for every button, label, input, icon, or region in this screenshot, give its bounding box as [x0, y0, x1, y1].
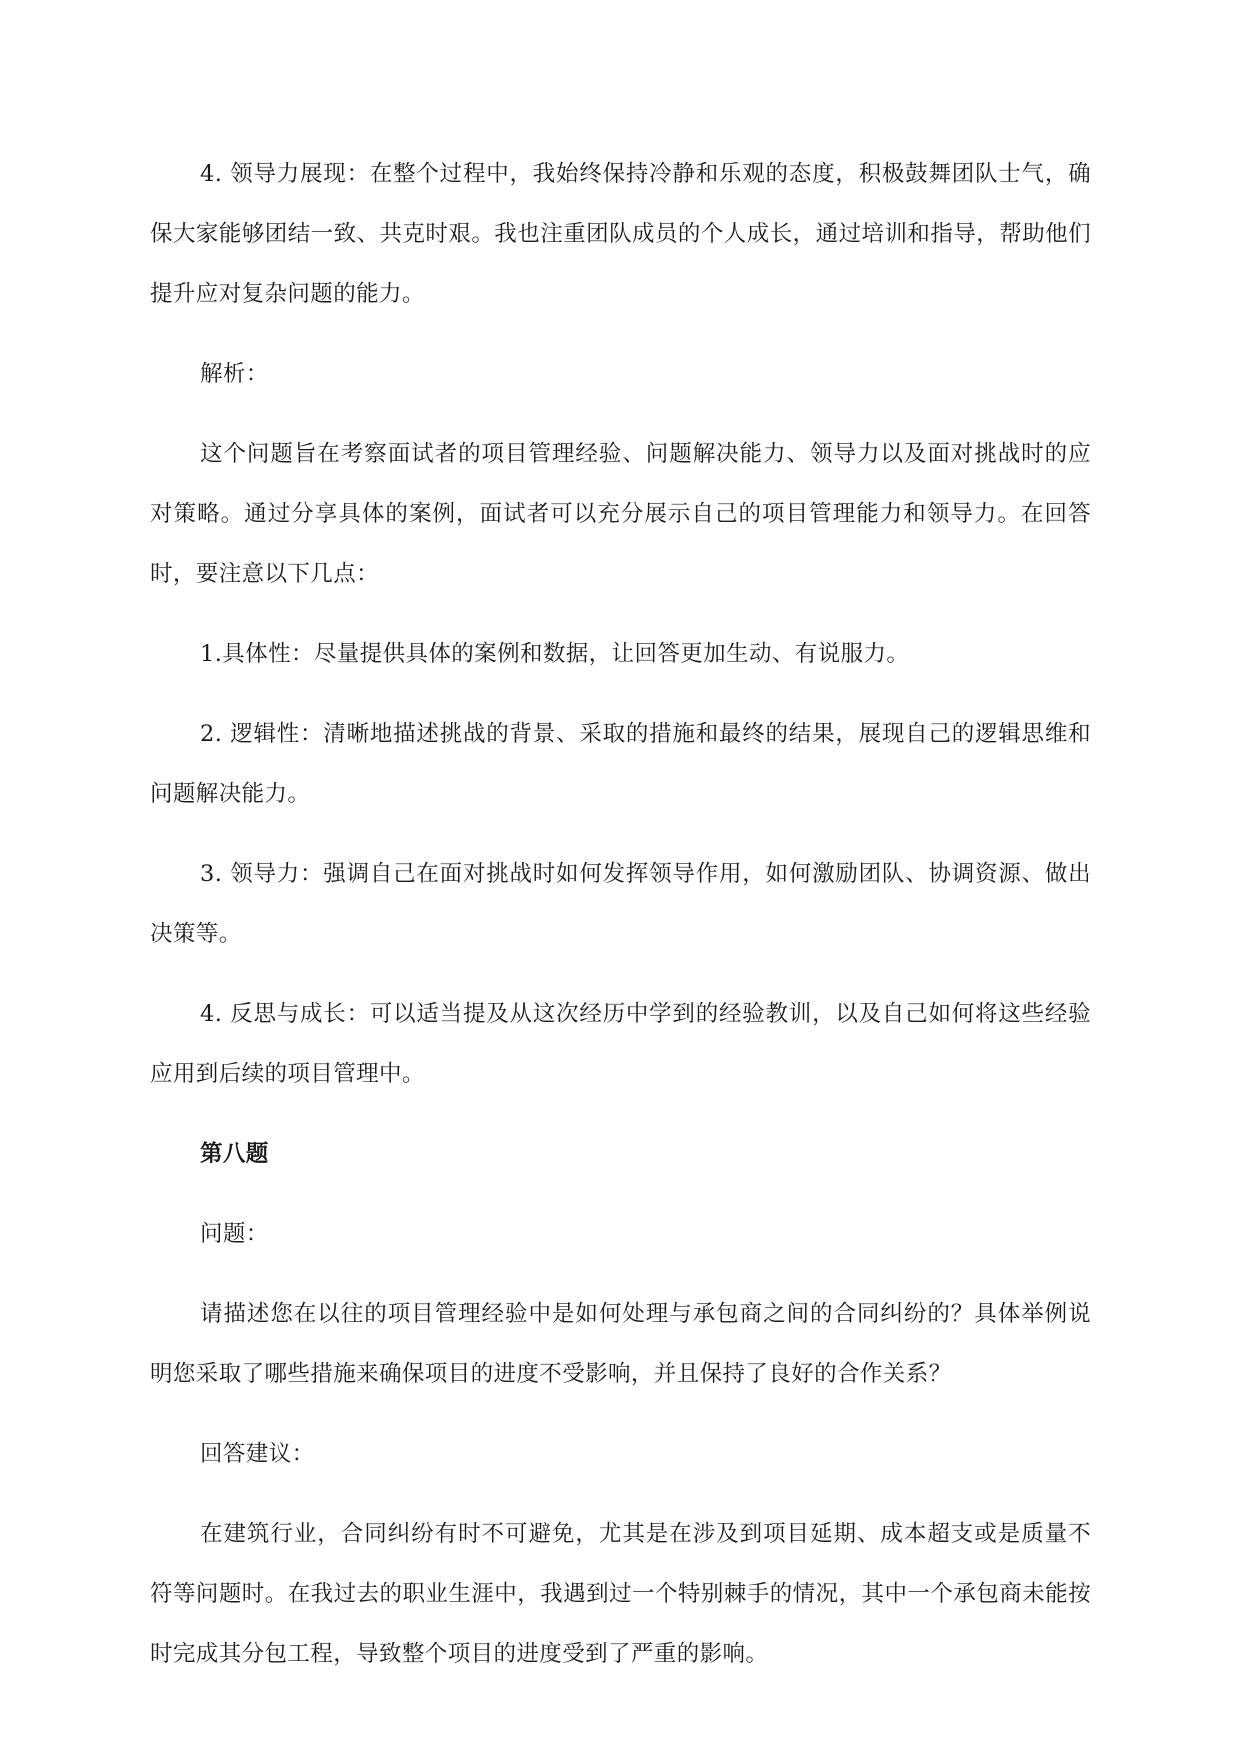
analysis-paragraph: 这个问题旨在考察面试者的项目管理经验、问题解决能力、领导力以及面对挑战时的应对策略。通过分享具体的案例，面试者可以充分展示自己的项目管理能力和领导力。在回答时，要注意以下几点：: [150, 441, 1091, 587]
answer-paragraph: 在建筑行业，合同纠纷有时不可避免，尤其是在涉及到项目延期、成本超支或是质量不符等问题时。在我过去的职业生涯中，我遇到过一个特别棘手的情况，其中一个承包商未能按时完成其分包工程，导致整个项目的进度受到了严重的影响。: [150, 1521, 1091, 1667]
point-logic: 2. 逻辑性：清晰地描述挑战的背景、采取的措施和最终的结果，展现自己的逻辑思维和问题解决能力。: [150, 721, 1091, 807]
question-label: 问题：: [200, 1221, 269, 1247]
leadership-point-paragraph: 4. 领导力展现：在整个过程中，我始终保持冷静和乐观的态度，积极鼓舞团队士气，确保大家能够团结一致、共克时艰。我也注重团队成员的个人成长，通过培训和指导，帮助他们提升应对复杂问题的能力。: [150, 161, 1091, 307]
answer-suggestion-label: 回答建议：: [200, 1441, 315, 1467]
analysis-label: 解析：: [200, 361, 269, 387]
section-heading: 第八题: [200, 1141, 269, 1167]
point-reflection: 4. 反思与成长：可以适当提及从这次经历中学到的经验教训，以及自己如何将这些经验应用到后续的项目管理中。: [150, 1001, 1091, 1087]
point-leadership: 3. 领导力：强调自己在面对挑战时如何发挥领导作用，如何激励团队、协调资源、做出决策等。: [150, 861, 1091, 947]
point-specificity: 1.具体性：尽量提供具体的案例和数据，让回答更加生动、有说服力。: [200, 641, 910, 667]
question-paragraph: 请描述您在以往的项目管理经验中是如何处理与承包商之间的合同纠纷的？具体举例说明您采取了哪些措施来确保项目的进度不受影响，并且保持了良好的合作关系？: [150, 1301, 1091, 1387]
